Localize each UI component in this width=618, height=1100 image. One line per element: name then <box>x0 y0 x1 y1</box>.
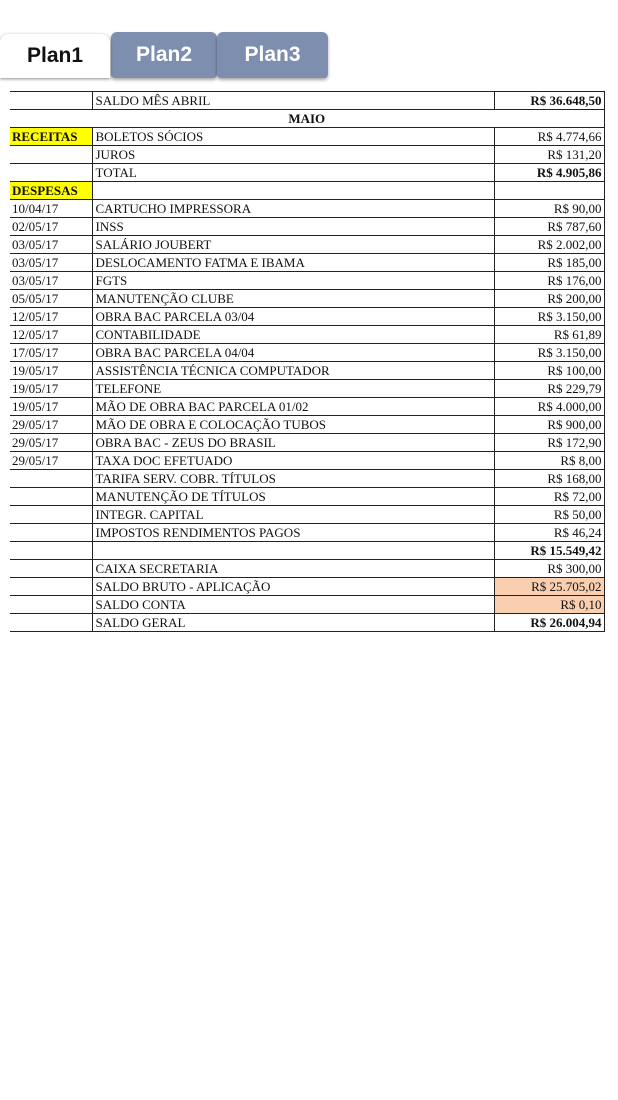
spreadsheet-grid <box>10 91 604 632</box>
receita-value[interactable]: R$ 131,20 <box>494 146 604 164</box>
despesa-desc[interactable]: CARTUCHO IMPRESSORA <box>92 200 494 218</box>
sheet-tabs <box>0 30 618 82</box>
despesa-date[interactable]: 19/05/17 <box>10 362 92 380</box>
summary-value[interactable]: R$ 0,10 <box>494 596 604 614</box>
receitas-total-label[interactable]: TOTAL <box>92 164 494 182</box>
despesa-desc[interactable]: IMPOSTOS RENDIMENTOS PAGOS <box>92 524 494 542</box>
summary-desc[interactable]: SALDO BRUTO - APLICAÇÃO <box>92 578 494 596</box>
despesa-value[interactable]: R$ 61,89 <box>494 326 604 344</box>
despesa-row <box>10 470 604 488</box>
despesa-date[interactable]: 10/04/17 <box>10 200 92 218</box>
despesa-date[interactable]: 19/05/17 <box>10 380 92 398</box>
despesa-value[interactable]: R$ 185,00 <box>494 254 604 272</box>
cell[interactable] <box>10 614 92 632</box>
opening-balance-value[interactable]: R$ 36.648,50 <box>494 92 604 110</box>
despesa-desc[interactable]: OBRA BAC PARCELA 03/04 <box>92 308 494 326</box>
despesa-date[interactable] <box>10 488 92 506</box>
despesa-value[interactable]: R$ 100,00 <box>494 362 604 380</box>
despesa-value[interactable]: R$ 787,60 <box>494 218 604 236</box>
receitas-total-row <box>10 164 604 182</box>
summary-value[interactable]: R$ 300,00 <box>494 560 604 578</box>
cell[interactable] <box>10 560 92 578</box>
cell[interactable] <box>10 596 92 614</box>
receita-value[interactable]: R$ 4.774,66 <box>494 128 604 146</box>
despesa-value[interactable]: R$ 172,90 <box>494 434 604 452</box>
despesa-desc[interactable]: MANUTENÇÃO CLUBE <box>92 290 494 308</box>
receita-desc[interactable]: BOLETOS SÓCIOS <box>92 128 494 146</box>
cell[interactable] <box>10 542 92 560</box>
despesas-label[interactable]: DESPESAS <box>10 182 92 200</box>
receita-desc[interactable]: JUROS <box>92 146 494 164</box>
despesa-row <box>10 290 604 308</box>
receitas-row <box>10 128 604 146</box>
despesa-row <box>10 218 604 236</box>
despesas-header-row <box>10 182 604 200</box>
receita-row <box>10 146 604 164</box>
despesa-desc[interactable]: CONTABILIDADE <box>92 326 494 344</box>
summary-desc[interactable]: CAIXA SECRETARIA <box>92 560 494 578</box>
despesa-desc[interactable]: INTEGR. CAPITAL <box>92 506 494 524</box>
despesa-value[interactable]: R$ 176,00 <box>494 272 604 290</box>
despesa-row <box>10 524 604 542</box>
cell[interactable] <box>494 182 604 200</box>
despesa-date[interactable]: 03/05/17 <box>10 272 92 290</box>
despesa-desc[interactable]: TARIFA SERV. COBR. TÍTULOS <box>92 470 494 488</box>
cell[interactable] <box>92 182 494 200</box>
summary-row <box>10 596 604 614</box>
despesa-value[interactable]: R$ 46,24 <box>494 524 604 542</box>
despesa-date[interactable]: 29/05/17 <box>10 434 92 452</box>
despesa-date[interactable]: 29/05/17 <box>10 452 92 470</box>
despesa-date[interactable]: 05/05/17 <box>10 290 92 308</box>
despesa-row <box>10 380 604 398</box>
despesa-desc[interactable]: DESLOCAMENTO FATMA E IBAMA <box>92 254 494 272</box>
despesa-desc[interactable]: MÃO DE OBRA E COLOCAÇÃO TUBOS <box>92 416 494 434</box>
despesa-value[interactable]: R$ 4.000,00 <box>494 398 604 416</box>
despesa-desc[interactable]: INSS <box>92 218 494 236</box>
despesa-value[interactable]: R$ 72,00 <box>494 488 604 506</box>
despesa-row <box>10 452 604 470</box>
despesa-row <box>10 362 604 380</box>
despesa-value[interactable]: R$ 90,00 <box>494 200 604 218</box>
opening-balance-label[interactable]: SALDO MÊS ABRIL <box>92 92 494 110</box>
summary-value[interactable]: R$ 25.705,02 <box>494 578 604 596</box>
despesa-date[interactable] <box>10 470 92 488</box>
month-header-row <box>10 110 604 128</box>
despesa-date[interactable]: 12/05/17 <box>10 326 92 344</box>
summary-desc[interactable]: SALDO CONTA <box>92 596 494 614</box>
despesa-row <box>10 434 604 452</box>
cell[interactable] <box>10 92 92 110</box>
opening-balance-row <box>10 92 604 110</box>
despesa-value[interactable]: R$ 3.150,00 <box>494 308 604 326</box>
cell[interactable] <box>10 578 92 596</box>
summary-row <box>10 578 604 596</box>
despesa-desc[interactable]: FGTS <box>92 272 494 290</box>
despesa-desc[interactable]: SALÁRIO JOUBERT <box>92 236 494 254</box>
despesa-row <box>10 398 604 416</box>
summary-row <box>10 614 604 632</box>
despesas-total-value[interactable]: R$ 15.549,42 <box>494 542 604 560</box>
despesa-row <box>10 254 604 272</box>
despesa-date[interactable]: 19/05/17 <box>10 398 92 416</box>
despesa-row <box>10 236 604 254</box>
despesa-date[interactable]: 03/05/17 <box>10 236 92 254</box>
receitas-label[interactable]: RECEITAS <box>10 128 92 146</box>
despesa-row <box>10 326 604 344</box>
despesa-row <box>10 416 604 434</box>
despesa-desc[interactable]: TAXA DOC EFETUADO <box>92 452 494 470</box>
despesa-value[interactable]: R$ 3.150,00 <box>494 344 604 362</box>
despesa-desc[interactable]: OBRA BAC PARCELA 04/04 <box>92 344 494 362</box>
despesas-total-row <box>10 542 604 560</box>
despesa-row <box>10 344 604 362</box>
cash-flow-table <box>10 91 605 632</box>
despesa-desc[interactable]: OBRA BAC - ZEUS DO BRASIL <box>92 434 494 452</box>
despesa-row <box>10 200 604 218</box>
cell[interactable] <box>10 146 92 164</box>
despesa-row <box>10 308 604 326</box>
cell[interactable] <box>10 164 92 182</box>
summary-row <box>10 560 604 578</box>
despesa-date[interactable]: 17/05/17 <box>10 344 92 362</box>
despesa-value[interactable]: R$ 200,00 <box>494 290 604 308</box>
despesa-date[interactable]: 02/05/17 <box>10 218 92 236</box>
despesa-desc[interactable]: TELEFONE <box>92 380 494 398</box>
summary-desc[interactable]: SALDO GERAL <box>92 614 494 632</box>
cell[interactable] <box>92 542 494 560</box>
despesa-date[interactable]: 29/05/17 <box>10 416 92 434</box>
despesa-date[interactable] <box>10 524 92 542</box>
despesa-date[interactable]: 03/05/17 <box>10 254 92 272</box>
despesa-row <box>10 488 604 506</box>
despesa-value[interactable]: R$ 168,00 <box>494 470 604 488</box>
despesa-value[interactable]: R$ 8,00 <box>494 452 604 470</box>
despesa-date[interactable]: 12/05/17 <box>10 308 92 326</box>
despesa-desc[interactable]: MANUTENÇÃO DE TÍTULOS <box>92 488 494 506</box>
summary-value[interactable]: R$ 26.004,94 <box>494 614 604 632</box>
month-title[interactable]: MAIO <box>10 110 604 128</box>
despesa-row <box>10 506 604 524</box>
despesa-value[interactable]: R$ 2.002,00 <box>494 236 604 254</box>
despesa-row <box>10 272 604 290</box>
despesa-value[interactable]: R$ 50,00 <box>494 506 604 524</box>
despesa-value[interactable]: R$ 229,79 <box>494 380 604 398</box>
tab-plan2[interactable]: Plan2 <box>111 32 217 78</box>
tab-plan1[interactable]: Plan1 <box>0 34 110 78</box>
tab-plan3[interactable]: Plan3 <box>217 32 328 78</box>
despesa-desc[interactable]: ASSISTÊNCIA TÉCNICA COMPUTADOR <box>92 362 494 380</box>
despesa-date[interactable] <box>10 506 92 524</box>
receitas-total-value[interactable]: R$ 4.905,86 <box>494 164 604 182</box>
despesa-desc[interactable]: MÃO DE OBRA BAC PARCELA 01/02 <box>92 398 494 416</box>
despesa-value[interactable]: R$ 900,00 <box>494 416 604 434</box>
